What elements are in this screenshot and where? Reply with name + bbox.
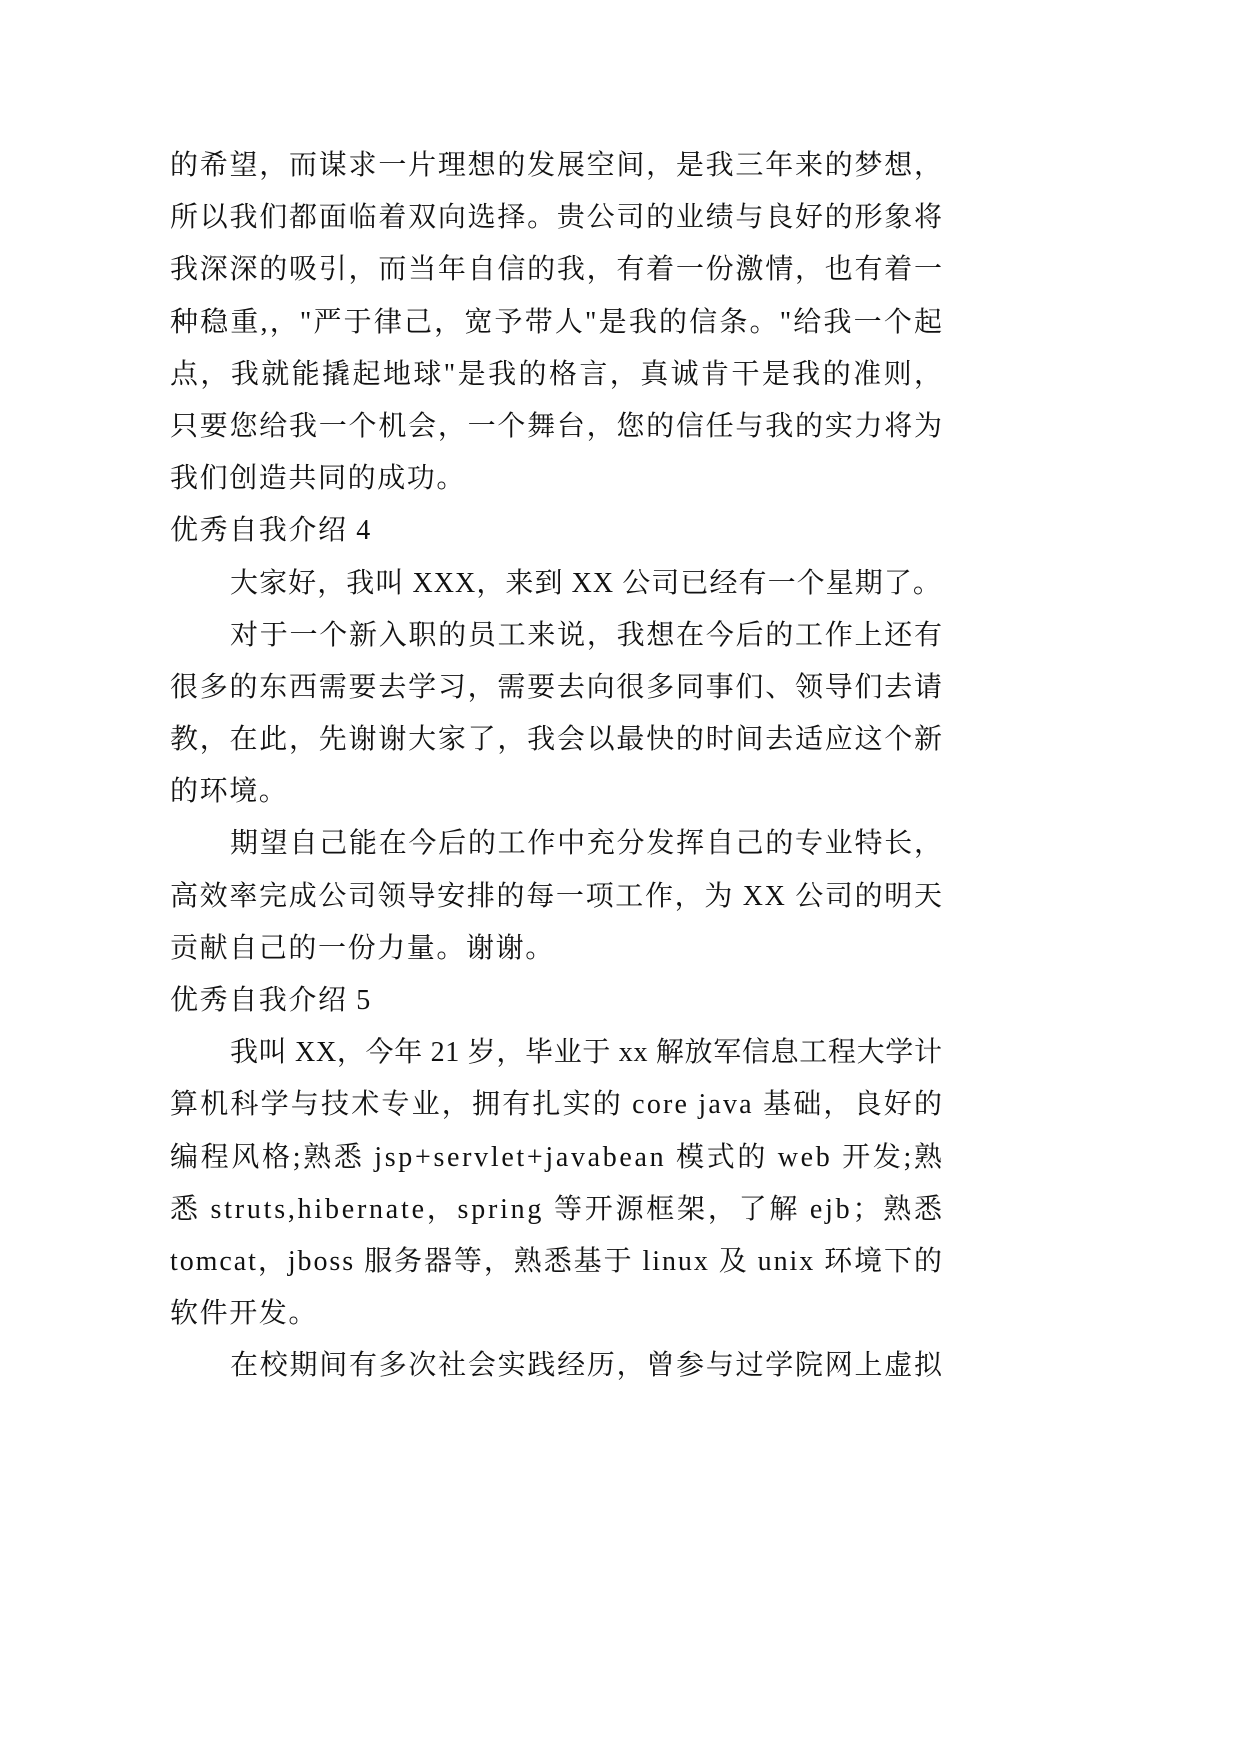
text-line: 的环境。	[170, 776, 289, 808]
paragraph-first-line: 对于一个新入职的员工来说，我想在今后的工作上还有	[230, 619, 944, 651]
text-line: 种稳重,，"严于律己，宽予带人"是我的信条。"给我一个起	[170, 306, 945, 338]
text-line: 算机科学与技术专业，拥有扎实的 core java 基础，良好的	[170, 1089, 945, 1121]
text-line: 我深深的吸引，而当年自信的我，有着一份激情，也有着一	[170, 254, 944, 286]
text-line: 教，在此，先谢谢大家了，我会以最快的时间去适应这个新	[170, 724, 944, 756]
text-line: 编程风格;熟悉 jsp+servlet+javabean 模式的 web 开发;熟	[170, 1141, 945, 1173]
text-line: 悉 struts,hibernate，spring 等开源框架，了解 ejb；熟悉	[170, 1193, 945, 1225]
document-page	[170, 140, 945, 1393]
paragraph-first-line: 大家好，我叫 XXX，来到 XX 公司已经有一个星期了。	[230, 567, 942, 599]
text-line: 只要您给我一个机会，一个舞台，您的信任与我的实力将为	[170, 410, 944, 442]
text-line: 很多的东西需要去学习，需要去向很多同事们、领导们去请	[170, 671, 944, 703]
section-heading: 优秀自我介绍 4	[170, 515, 372, 547]
section-heading: 优秀自我介绍 5	[170, 985, 372, 1016]
paragraph-first-line: 期望自己能在今后的工作中充分发挥自己的专业特长，	[230, 828, 944, 860]
text-line: tomcat，jboss 服务器等，熟悉基于 linux 及 unix 环境下的	[170, 1245, 944, 1277]
text-line: 我们创造共同的成功。	[170, 463, 467, 495]
paragraph-first-line: 我叫 XX，今年 21 岁，毕业于 xx 解放军信息工程大学计	[230, 1037, 943, 1069]
text-line: 贡献自己的一份力量。谢谢。	[170, 932, 555, 964]
text-line: 点，我就能撬起地球"是我的格言，真诚肯干是我的准则，	[170, 358, 945, 390]
text-line: 所以我们都面临着双向选择。贵公司的业绩与良好的形象将	[170, 202, 944, 234]
paragraph-first-line: 在校期间有多次社会实践经历，曾参与过学院网上虚拟	[230, 1350, 944, 1382]
text-line: 的希望，而谋求一片理想的发展空间，是我三年来的梦想，	[170, 150, 944, 181]
text-line: 软件开发。	[170, 1298, 319, 1330]
text-line: 高效率完成公司领导安排的每一项工作，为 XX 公司的明天	[170, 880, 944, 912]
